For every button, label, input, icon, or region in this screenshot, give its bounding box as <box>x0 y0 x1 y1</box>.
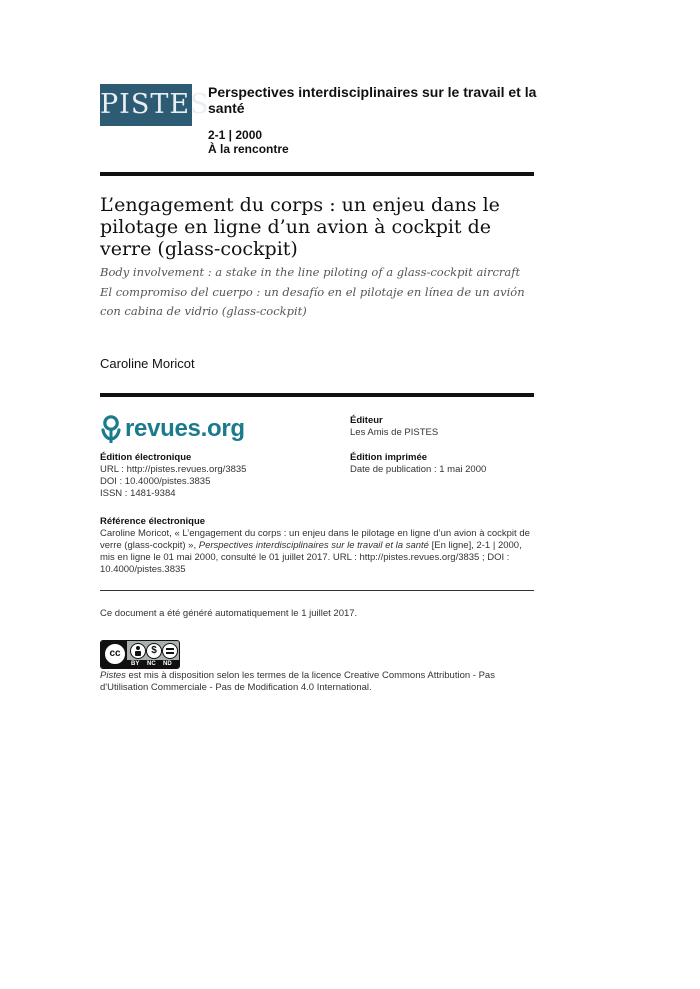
edition-electronique-doi[interactable]: DOI : 10.4000/pistes.3835 <box>100 476 211 487</box>
reference-block <box>100 516 534 576</box>
journal-logo-text: PISTES <box>100 89 210 120</box>
generated-note: Ce document a été généré automatiquement le 1 juillet 2017. <box>100 608 358 619</box>
journal-logo <box>100 84 210 126</box>
reference-text-before: Caroline Moricot, « L’engagement du corps : un enjeu dans le pilotage en ligne d’un avion à cockpit de verre (glass-cockpit) », <box>100 528 530 551</box>
issue-section: À la rencontre <box>208 142 289 156</box>
revues-org-logo <box>100 414 245 444</box>
article-author: Caroline Moricot <box>100 356 195 371</box>
editeur-value: Les Amis de PISTES <box>350 427 439 438</box>
edition-imprimee-block <box>350 452 540 476</box>
cc-nc-label: NC <box>147 661 156 667</box>
issue-number: 2-1 | 2000 <box>208 128 263 142</box>
editeur-block <box>350 415 540 439</box>
cc-by-label: BY <box>131 661 140 667</box>
reference-label: Référence électronique <box>100 516 206 527</box>
cc-by-icon <box>130 643 146 659</box>
edition-electronique-label: Édition électronique <box>100 452 192 463</box>
cc-nc-icon: $ <box>146 643 162 659</box>
reference-divider <box>100 590 534 591</box>
revues-flower-icon <box>100 415 122 443</box>
edition-electronique-block <box>100 452 330 500</box>
article-title-english: Body involvement : a stake in the line piloting of a glass-cockpit aircraft <box>100 265 521 279</box>
header-divider <box>100 172 534 176</box>
cc-logo-icon: cc <box>104 643 126 665</box>
license-statement: est mis à disposition selon les termes de la licence Creative Commons Attribution - Pas d'Utilisation Commerciale - Pas de Modification 4.0 International. <box>100 670 495 693</box>
reference-text-after: [En ligne], 2-1 | 2000, mis en ligne le 01 mai 2000, consulté le 01 juillet 2017. URL : http://pistes.revues.org/3835 ; DOI : 10.4000/pistes.3835 <box>100 540 522 575</box>
edition-imprimee-value: Date de publication : 1 mai 2000 <box>350 464 487 475</box>
edition-imprimee-label: Édition imprimée <box>350 452 428 463</box>
cc-nd-icon <box>162 643 178 659</box>
reference-text <box>100 528 534 576</box>
editeur-label: Éditeur <box>350 415 383 426</box>
cc-nd-label: ND <box>163 661 172 667</box>
author-divider <box>100 393 534 397</box>
license-text <box>100 670 520 694</box>
article-title-spanish: El compromiso del cuerpo : un desafío en el pilotaje en línea de un avión con cabina de vidrio (glass-cockpit) <box>100 285 525 318</box>
article-title: L’engagement du corps : un enjeu dans le pilotage en ligne d’un avion à cockpit de verre (glass-cockpit) <box>100 194 500 260</box>
edition-electronique-url[interactable]: URL : http://pistes.revues.org/3835 <box>100 464 247 475</box>
edition-electronique-issn: ISSN : 1481-9384 <box>100 488 176 499</box>
issue-info <box>208 128 508 156</box>
reference-journal: Perspectives interdisciplinaires sur le travail et la santé <box>198 540 429 551</box>
license-journal: Pistes <box>100 670 126 681</box>
journal-title: Perspectives interdisciplinaires sur le travail et la santé <box>208 84 537 116</box>
creative-commons-badge[interactable] <box>100 640 180 669</box>
revues-org-wordmark: revues.org <box>125 415 245 442</box>
